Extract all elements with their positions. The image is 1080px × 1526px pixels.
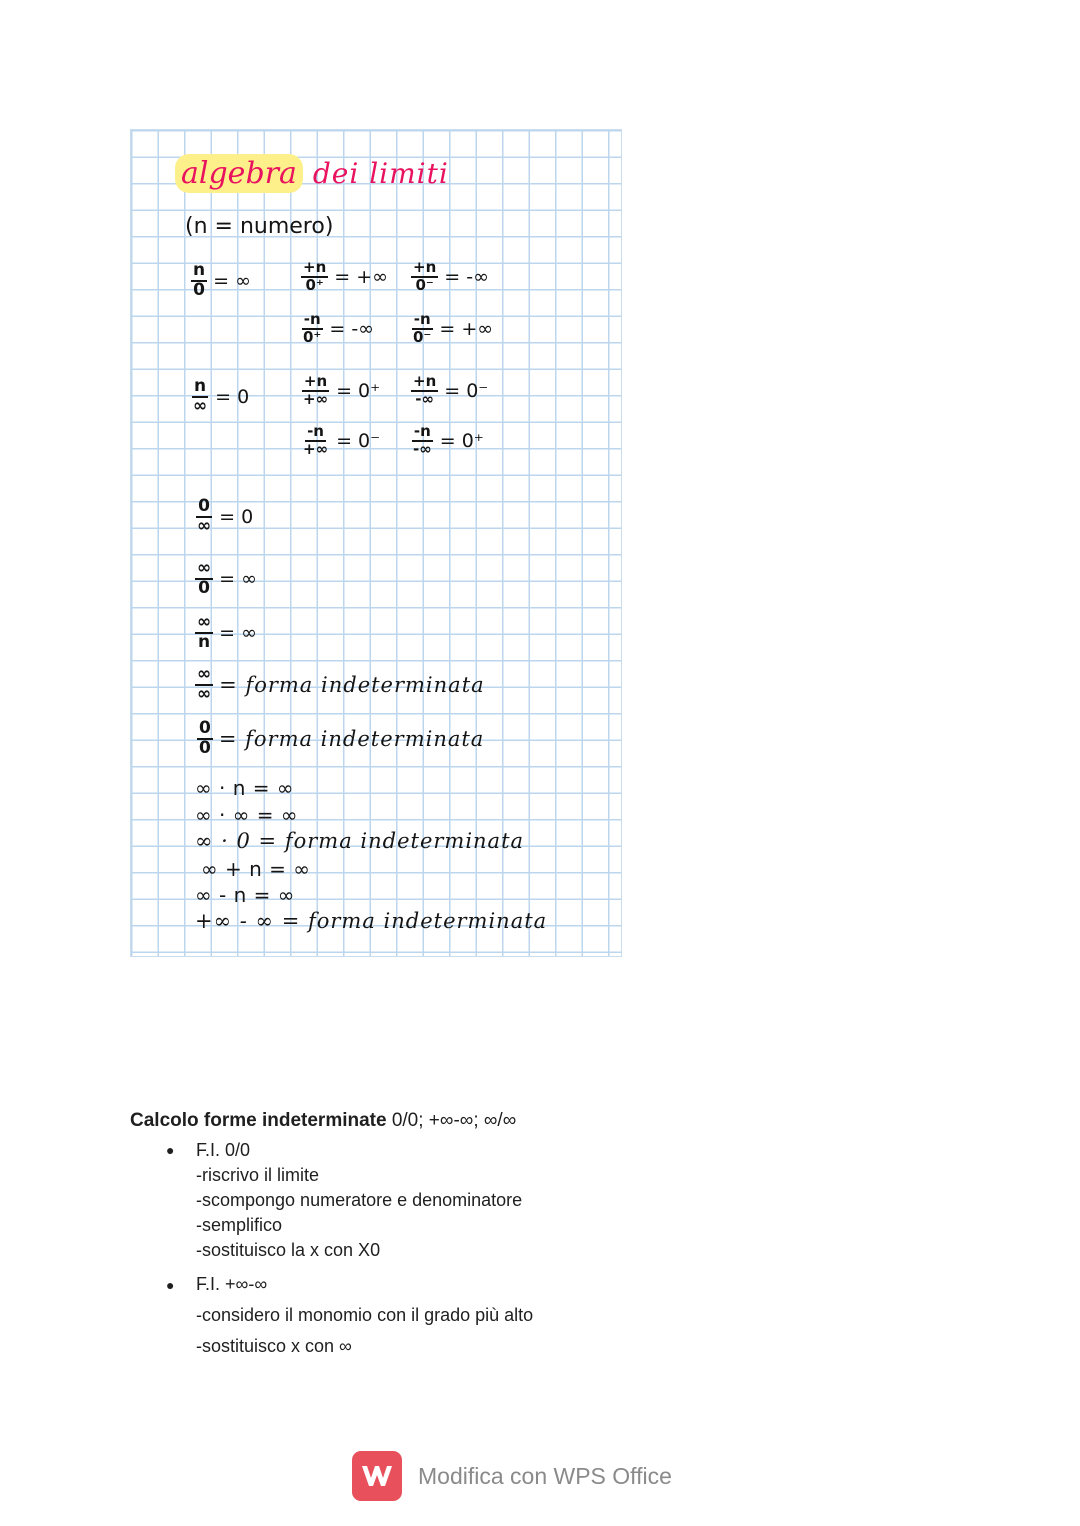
title-highlight: algebra [175, 154, 303, 193]
section-heading [130, 1110, 830, 1132]
wps-edit-link[interactable] [352, 1451, 672, 1501]
step: -considero il monomio con il grado più alto [196, 1305, 534, 1325]
notes-title [175, 154, 449, 193]
wps-logo-icon [352, 1451, 402, 1501]
rule-inf-minus-inf: +∞ - ∞ = forma indeterminata [195, 909, 548, 933]
step: -semplifico [196, 1215, 283, 1235]
rule-inf-plus-n: ∞ + n = ∞ [201, 857, 311, 881]
item-title: F.I. 0/0 [196, 1140, 251, 1160]
list-item [130, 1138, 830, 1263]
item-title: F.I. +∞-∞ [196, 1274, 268, 1294]
fraction-pos-n-over-0minus: $\frac{+n}{0^-}$ = -∞ [413, 258, 489, 294]
fraction-pos-n-over-neg-inf: $\frac{+n}{-\infty}$ = 0⁻ [413, 372, 489, 408]
fraction-inf-over-n: $\frac{\infty}{n}$ = ∞ [197, 612, 257, 652]
fraction-inf-over-inf: $\frac{\infty}{\infty}$ = forma indeterminata [197, 664, 485, 704]
fraction-inf-over-zero: $\frac{\infty}{0}$ = ∞ [197, 558, 257, 598]
fraction-neg-n-over-0plus: $\frac{-n}{0^+}$ = -∞ [303, 310, 375, 346]
list-item [130, 1269, 830, 1362]
heading-bold: Calcolo forme indeterminate [130, 1110, 387, 1131]
fraction-pos-n-over-0plus: $\frac{+n}{0^+}$ = +∞ [303, 258, 388, 294]
fraction-n-over-0: $\frac{n}{0}$ = ∞ [193, 260, 251, 300]
bullet-icon: ● [166, 1142, 175, 1158]
step: -sostituisco x con ∞ [196, 1336, 352, 1356]
fraction-zero-over-zero: $\frac{0}{0}$ = forma indeterminata [199, 718, 485, 758]
fraction-pos-n-over-pos-inf: $\frac{+n}{+\infty}$ = 0⁺ [303, 372, 381, 408]
step: -sostituisco la x con X0 [196, 1240, 381, 1260]
rule-inf-times-zero: ∞ · 0 = forma indeterminata [195, 829, 525, 853]
handwritten-notes-image [130, 129, 622, 957]
wps-link-text[interactable]: Modifica con WPS Office [418, 1462, 672, 1489]
bullet-icon: ● [166, 1277, 175, 1293]
title-rest: dei limiti [312, 157, 449, 190]
fraction-n-over-inf: $\frac{n}{\infty}$ = 0 [193, 376, 250, 416]
forme-indeterminate-section [130, 1110, 830, 1368]
fi-list [130, 1138, 830, 1362]
rule-inf-times-n: ∞ · n = ∞ [195, 776, 295, 800]
fraction-neg-n-over-neg-inf: $\frac{-n}{-\infty}$ = 0⁺ [413, 422, 484, 458]
legend-note: (n = numero) [185, 214, 334, 239]
fraction-neg-n-over-0minus: $\frac{-n}{0^-}$ = +∞ [413, 310, 494, 346]
rule-inf-times-inf: ∞ · ∞ = ∞ [195, 803, 299, 827]
fraction-neg-n-over-pos-inf: $\frac{-n}{+\infty}$ = 0⁻ [303, 422, 381, 458]
step: -scompongo numeratore e denominatore [196, 1190, 523, 1210]
heading-rest: 0/0; +∞-∞; ∞/∞ [386, 1110, 517, 1131]
fraction-zero-over-inf: $\frac{0}{\infty}$ = 0 [197, 496, 254, 536]
step: -riscrivo il limite [196, 1165, 319, 1185]
rule-inf-minus-n: ∞ - n = ∞ [195, 883, 295, 907]
